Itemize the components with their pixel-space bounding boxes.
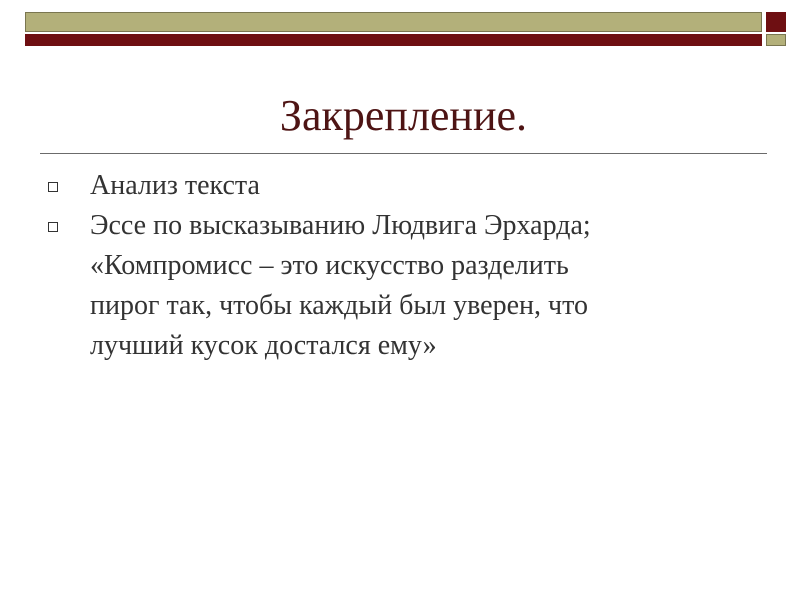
list-item [40,206,767,366]
slide-title: Закрепление. [279,91,528,140]
bullet-list [40,166,767,366]
square-bullet-icon [48,182,58,192]
list-item [40,166,767,206]
bullet-text: Анализ текста [90,170,260,201]
title-divider [40,153,767,154]
header-square-dark [766,12,786,32]
header-bar-olive [25,12,762,32]
header-bar-dark [25,34,762,46]
bullet-text: Эссе по высказыванию Людвига Эрхарда; «Компромисс – это искусство разделить пирог так, чтобы каждый был уверен, что лучший кусок достался ему» [90,210,591,361]
square-bullet-icon [48,222,58,232]
header-square-olive [766,34,786,46]
